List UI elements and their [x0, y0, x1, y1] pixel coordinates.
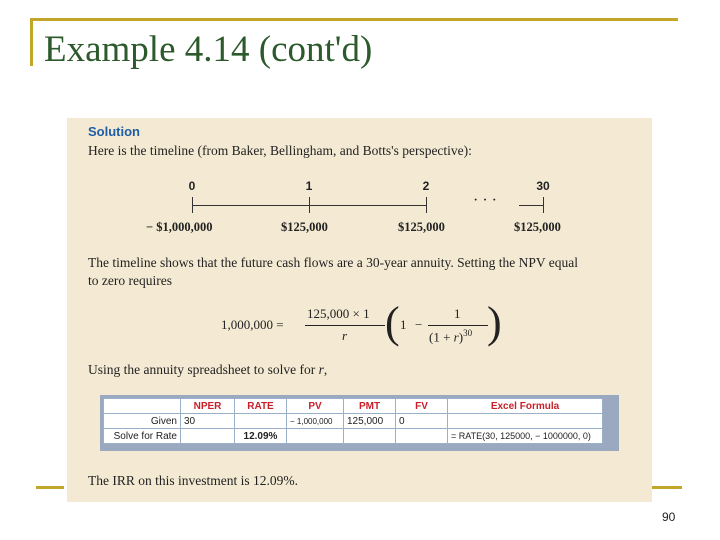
equation-inner-denominator: $(1 + r)^{30}$ [429, 328, 473, 345]
spreadsheet-intro-text: Using the annuity spreadsheet to solve for r, [88, 362, 328, 377]
spreadsheet-given-pv: − 1,000,000 [287, 414, 344, 429]
spreadsheet-given-row [104, 414, 603, 429]
spreadsheet-given-label: Given [104, 414, 181, 429]
timeline-period-2: 2 [422, 179, 430, 193]
timeline-cashflow-30: $125,000 [514, 220, 561, 234]
conclusion-text: The IRR on this investment is 12.09%. [88, 473, 298, 488]
frame-bottom-left-rule [36, 486, 64, 489]
frame-top-rule [30, 18, 678, 21]
frame-bottom-right-rule [652, 486, 682, 489]
timeline-tick-2 [426, 197, 427, 213]
slide-title: Example 4.14 (cont'd) [44, 29, 373, 70]
equation-fraction-bar [305, 325, 385, 326]
equation-numerator: 125,000 × 1 [307, 306, 370, 321]
timeline-period-30: 30 [536, 179, 550, 193]
timeline-period-0: 0 [188, 179, 196, 193]
spreadsheet-header-row [104, 399, 603, 414]
intro-text: Here is the timeline (from Baker, Bellingham, and Botts's perspective): [88, 143, 472, 158]
timeline-tick-0 [192, 197, 193, 213]
page-number: 90 [662, 510, 676, 524]
spreadsheet-header-formula: Excel Formula [448, 399, 603, 414]
equation-denominator: r [342, 328, 348, 343]
equation-minus: − [415, 317, 423, 332]
spreadsheet-solve-formula: = RATE(30, 125000, − 1000000, 0) [448, 429, 603, 444]
timeline-cashflow-1: $125,000 [281, 220, 328, 234]
spreadsheet-solve-label: Solve for Rate [104, 429, 181, 444]
spreadsheet-solve-fv [396, 429, 448, 444]
timeline-line-right [519, 205, 543, 206]
timeline-tick-1 [309, 197, 310, 213]
equation-right-paren: ) [487, 298, 502, 347]
solution-panel [67, 118, 652, 502]
spreadsheet-given-pmt: 125,000 [344, 414, 396, 429]
spreadsheet-given-nper: 30 [181, 414, 235, 429]
spreadsheet-header-nper: NPER [181, 399, 235, 414]
spreadsheet-solve-row [104, 429, 603, 444]
timeline-cashflow-0: − $1,000,000 [146, 220, 213, 234]
spreadsheet-solve-rate: 12.09% [235, 429, 287, 444]
spreadsheet-solve-pv [287, 429, 344, 444]
spreadsheet-solve-pmt [344, 429, 396, 444]
spreadsheet-given-rate [235, 414, 287, 429]
equation-inner-numerator: 1 [454, 306, 461, 321]
spreadsheet-header-blank [104, 399, 181, 414]
annuity-spreadsheet [103, 398, 603, 444]
annuity-text-line-1: The timeline shows that the future cash flows are a 30-year annuity. Setting the NPV equal [88, 255, 578, 270]
timeline-tick-30 [543, 197, 544, 213]
timeline-ellipsis: · · · [473, 192, 497, 209]
spreadsheet-given-formula [448, 414, 603, 429]
spreadsheet-header-pv: PV [287, 399, 344, 414]
equation-lhs: 1,000,000 = [221, 317, 284, 332]
timeline-period-1: 1 [305, 179, 313, 193]
spreadsheet-given-fv: 0 [396, 414, 448, 429]
timeline-cashflow-2: $125,000 [398, 220, 445, 234]
spreadsheet-header-rate: RATE [235, 399, 287, 414]
equation-inner-fraction-bar [428, 325, 488, 326]
spreadsheet-header-fv: FV [396, 399, 448, 414]
frame-left-rule [30, 18, 33, 66]
equation-one: 1 [400, 317, 407, 332]
solution-heading: Solution [88, 124, 140, 139]
spreadsheet-header-pmt: PMT [344, 399, 396, 414]
equation-left-paren: ( [385, 298, 400, 347]
annuity-text-line-2: to zero requires [88, 273, 172, 288]
spreadsheet-solve-nper [181, 429, 235, 444]
